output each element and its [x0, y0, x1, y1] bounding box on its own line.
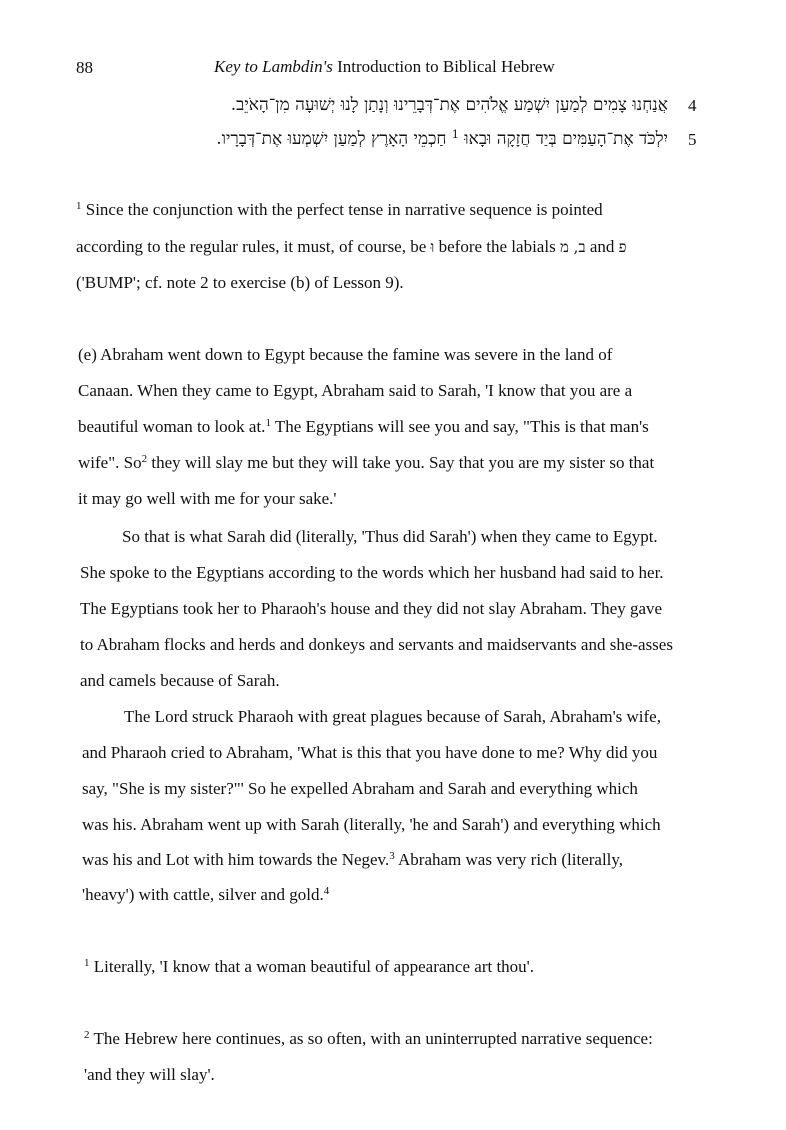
- header-title-rest: Introduction to Biblical Hebrew: [337, 57, 555, 76]
- footnote-text: according to the regular rules, it must, of course, be: [76, 237, 427, 256]
- hebrew-line-number-5: 5: [688, 130, 697, 149]
- text-span: beautiful woman to look at.: [78, 417, 266, 436]
- text-span: The Egyptians will see you and say, "This is that man's: [270, 417, 649, 436]
- section-e-line: [82, 885, 329, 905]
- footnote-bottom-2: [84, 1029, 653, 1049]
- section-e-line: The Egyptians took her to Pharaoh's house and they did not slay Abraham. They gave: [80, 599, 663, 618]
- section-e-line: it may go well with me for your sake.': [78, 489, 337, 508]
- section-e-line: (e) Abraham went down to Egypt because the famine was severe in the land of: [78, 345, 613, 364]
- footnote-mark: 2: [84, 1029, 90, 1041]
- footnote-mark: 1: [76, 200, 82, 212]
- footnote-text: The Hebrew here continues, as so often, with an uninterrupted narrative sequence:: [93, 1029, 653, 1048]
- footnote-top-line3: ('BUMP'; cf. note 2 to exercise (b) of Lesson 9).: [76, 273, 404, 292]
- section-e-line: and Pharaoh cried to Abraham, 'What is this that you have done to me? Why did you: [82, 743, 658, 762]
- section-e-line: So that is what Sarah did (literally, 'Thus did Sarah') when they came to Egypt.: [122, 527, 658, 546]
- hebrew-pe: פ: [618, 238, 627, 256]
- section-e-line: to Abraham flocks and herds and donkeys and servants and maidservants and she-asses: [80, 635, 673, 654]
- footnote-top-line2: [76, 237, 627, 257]
- hebrew-line-5-part2: חַכְמֵי הָאָרֶץ לְמַעַן יִשְׁמְעוּ אֶת־דְּבָרָיו.: [216, 129, 447, 149]
- footnote-mark: 1: [84, 957, 90, 969]
- hebrew-labials: ב, מ: [559, 238, 586, 256]
- running-header: [214, 57, 555, 77]
- text-span: wife". So: [78, 453, 142, 472]
- hebrew-line-5: [216, 129, 668, 149]
- page-number: 88: [76, 58, 93, 77]
- section-e-line: Canaan. When they came to Egypt, Abraham said to Sarah, 'I know that you are a: [78, 381, 633, 400]
- text-span: they will slay me but they will take you. Say that you are my sister so that: [147, 453, 655, 472]
- footnote-text: and: [589, 237, 615, 256]
- footnote-text: Since the conjunction with the perfect tense in narrative sequence is pointed: [85, 200, 603, 219]
- footnote-ref: 4: [323, 885, 330, 897]
- text-span: Abraham was very rich (literally,: [394, 850, 624, 869]
- footnote-top-line1: [76, 200, 603, 220]
- section-e-line: [82, 850, 623, 870]
- hebrew-line-4: אֲנַחְנוּ צָמִים לְמַעַן יִשְׁמַע אֱלֹהִים אֶת־דְּבָרֵינוּ וְנָתַן לָנוּ יְשׁוּעָה מִן־הָאֹיֵב.: [230, 95, 668, 115]
- footnote-text: Literally, 'I know that a woman beautiful of appearance art thou'.: [93, 957, 534, 976]
- footnote-bottom-2-line2: 'and they will slay'.: [84, 1065, 215, 1084]
- section-e-line: say, "She is my sister?"' So he expelled Abraham and Sarah and everything which: [82, 779, 638, 798]
- footnote-ref: 1: [265, 417, 271, 429]
- footnote-ref: 3: [389, 850, 395, 862]
- footnote-bottom-1: [84, 957, 534, 977]
- header-title-italic: Key to Lambdin's: [214, 57, 333, 76]
- text-span: was his and Lot with him towards the Negev.: [82, 850, 390, 869]
- section-e-line: was his. Abraham went up with Sarah (literally, 'he and Sarah') and everything which: [82, 815, 661, 834]
- section-e-line: and camels because of Sarah.: [80, 671, 280, 690]
- hebrew-line-5-part1: יִלְכֹּד אֶת־הָעַמִּים בְּיַד חֲזָקָה וּבָאוּ: [464, 129, 668, 149]
- hebrew-line-number-4: 4: [688, 96, 697, 115]
- section-e-line: [78, 417, 649, 437]
- text-span: 'heavy') with cattle, silver and gold.: [82, 885, 324, 904]
- footnote-ref: 2: [141, 453, 148, 465]
- section-e-line: [78, 453, 654, 473]
- footnote-text: before the labials: [438, 237, 556, 256]
- hebrew-vav: וּ: [430, 238, 435, 256]
- footnote-ref-1: 1: [451, 128, 459, 141]
- section-e-line: She spoke to the Egyptians according to the words which her husband had said to her.: [80, 563, 664, 582]
- section-e-line: The Lord struck Pharaoh with great plagues because of Sarah, Abraham's wife,: [124, 707, 661, 726]
